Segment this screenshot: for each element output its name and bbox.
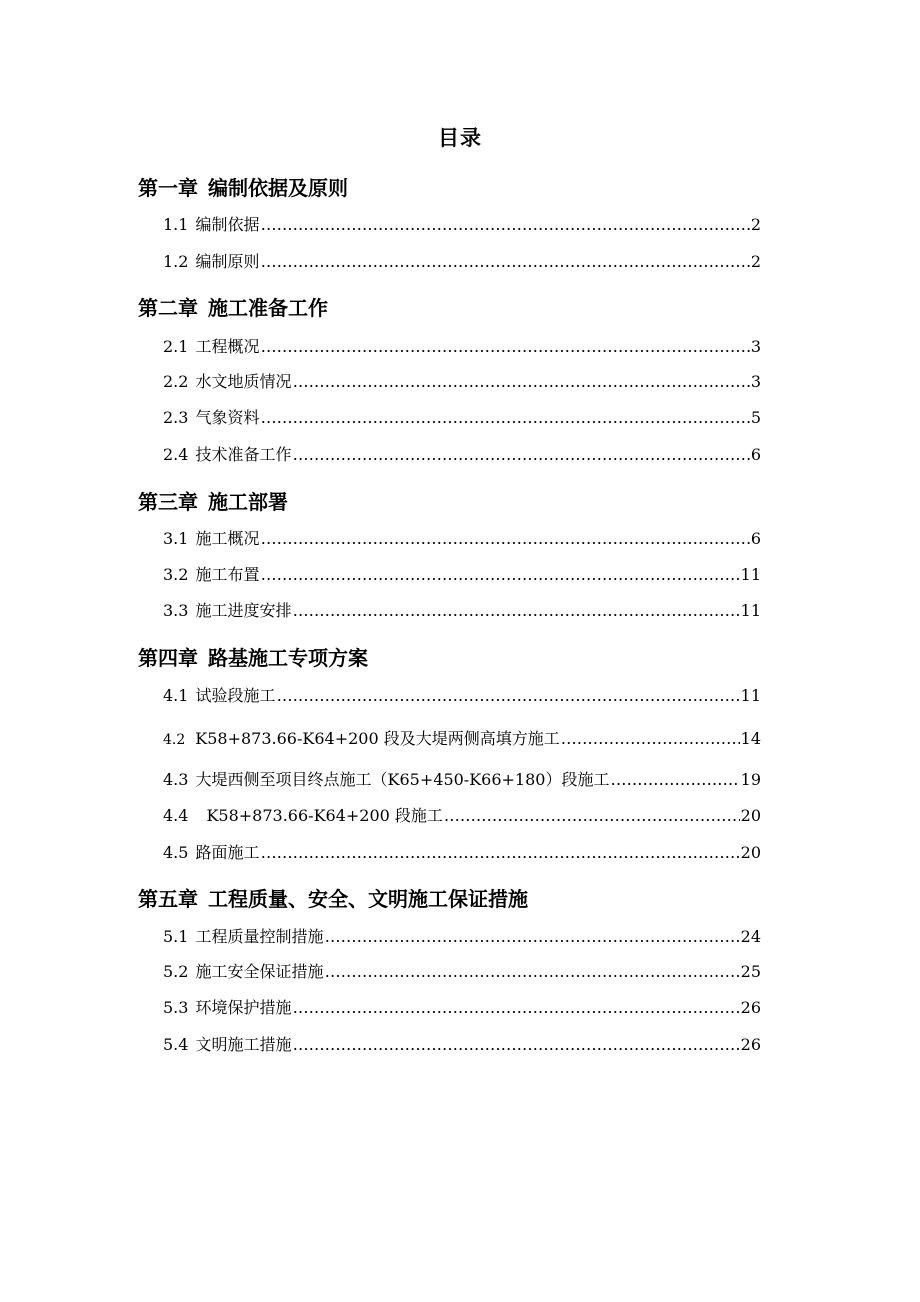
entry-text: K58+873.66-K64+200 段施工: [206, 806, 443, 825]
entry-page-number: 11: [740, 565, 761, 584]
entry-number: 3.1: [163, 529, 189, 548]
toc-entry-2-2[interactable]: [163, 371, 761, 393]
entry-number: 1.1: [163, 215, 189, 234]
chapter-number: 第四章: [138, 646, 198, 670]
dot-leader: [610, 769, 739, 791]
dot-leader: [325, 926, 740, 948]
dot-leader: [293, 997, 740, 1019]
entry-number: 5.3: [163, 998, 189, 1017]
dot-leader: [293, 600, 740, 622]
toc-entry-2-4[interactable]: [163, 444, 761, 466]
entry-number: 4.3: [163, 770, 189, 789]
entry-page-number: 14: [740, 729, 761, 748]
entry-text: 施工布置: [195, 565, 260, 584]
dot-leader: [261, 842, 740, 864]
toc-entry-3-1[interactable]: [163, 528, 761, 550]
chapter-number: 第三章: [138, 490, 198, 514]
toc-entry-2-1[interactable]: [163, 336, 761, 358]
entry-text: 编制原则: [195, 252, 260, 271]
toc-entry-3-3[interactable]: [163, 600, 761, 622]
entry-text: 施工进度安排: [195, 601, 292, 620]
entry-number: 4.5: [163, 843, 189, 862]
entry-page-number: 11: [740, 686, 761, 705]
dot-leader: [561, 728, 740, 750]
entry-page-number: 3: [750, 337, 761, 356]
dot-leader: [325, 961, 740, 983]
dot-leader: [293, 371, 750, 393]
chapter-number: 第二章: [138, 296, 198, 320]
entry-page-number: 26: [740, 998, 761, 1017]
entry-page-number: 19: [740, 770, 761, 789]
entry-text: 路面施工: [195, 843, 260, 862]
toc-entry-4-2[interactable]: [163, 728, 761, 750]
chapter-heading-2[interactable]: [138, 292, 328, 321]
entry-text: 编制依据: [195, 215, 260, 234]
dot-leader: [261, 214, 750, 236]
chapter-title: 工程质量、安全、文明施工保证措施: [208, 887, 528, 911]
entry-text: 技术准备工作: [195, 445, 292, 464]
entry-number: 2.4: [163, 445, 189, 464]
toc-entry-5-1[interactable]: [163, 926, 761, 948]
entry-page-number: 6: [750, 529, 761, 548]
dot-leader: [293, 1034, 740, 1056]
toc-entry-5-4[interactable]: [163, 1034, 761, 1056]
entry-number: 4.1: [163, 686, 189, 705]
toc-entry-5-2[interactable]: [163, 961, 761, 983]
toc-entry-5-3[interactable]: [163, 997, 761, 1019]
entry-page-number: 6: [750, 445, 761, 464]
entry-text: 文明施工措施: [195, 1035, 292, 1054]
entry-number: 1.2: [163, 252, 189, 271]
chapter-title: 施工准备工作: [208, 296, 328, 320]
chapter-heading-5[interactable]: [138, 883, 528, 912]
dot-leader: [261, 407, 750, 429]
toc-entry-1-2[interactable]: [163, 251, 761, 273]
entry-text: 工程概况: [195, 337, 260, 356]
dot-leader: [444, 805, 740, 827]
entry-page-number: 3: [750, 372, 761, 391]
entry-page-number: 2: [750, 215, 761, 234]
entry-text: 试验段施工: [195, 686, 276, 705]
entry-number: 3.3: [163, 601, 189, 620]
chapter-title: 路基施工专项方案: [208, 646, 368, 670]
entry-page-number: 5: [750, 408, 761, 427]
toc-entry-4-1[interactable]: [163, 685, 761, 707]
entry-page-number: 25: [740, 962, 761, 981]
entry-page-number: 2: [750, 252, 761, 271]
entry-page-number: 24: [740, 927, 761, 946]
dot-leader: [261, 336, 750, 358]
entry-text: 施工概况: [195, 529, 260, 548]
entry-text: 工程质量控制措施: [195, 927, 324, 946]
toc-entry-4-5[interactable]: [163, 842, 761, 864]
chapter-title: 施工部署: [208, 490, 288, 514]
entry-page-number: 26: [740, 1035, 761, 1054]
entry-text: 大堤西侧至项目终点施工（K65+450-K66+180）段施工: [195, 770, 610, 789]
entry-text: K58+873.66-K64+200 段及大堤两侧高填方施工: [195, 729, 560, 748]
entry-number: 5.1: [163, 927, 189, 946]
toc-entry-4-4[interactable]: [163, 805, 761, 827]
entry-text: 施工安全保证措施: [195, 962, 324, 981]
entry-text: 环境保护措施: [195, 998, 292, 1017]
entry-page-number: 20: [740, 806, 761, 825]
chapter-heading-4[interactable]: [138, 642, 368, 671]
toc-entry-1-1[interactable]: [163, 214, 761, 236]
entry-number: 5.4: [163, 1035, 189, 1054]
dot-leader: [293, 444, 750, 466]
chapter-heading-1[interactable]: [138, 172, 348, 201]
entry-number: 4.4: [163, 806, 189, 825]
chapter-heading-3[interactable]: [138, 486, 288, 515]
chapter-number: 第一章: [138, 176, 198, 200]
entry-number: 2.3: [163, 408, 189, 427]
entry-number: 2.2: [163, 372, 189, 391]
toc-entry-2-3[interactable]: [163, 407, 761, 429]
entry-number: 5.2: [163, 962, 189, 981]
dot-leader: [261, 564, 740, 586]
entry-number: 4.2: [163, 732, 186, 748]
entry-page-number: 11: [740, 601, 761, 620]
chapter-title: 编制依据及原则: [208, 176, 348, 200]
entry-page-number: 20: [740, 843, 761, 862]
chapter-number: 第五章: [138, 887, 198, 911]
entry-number: 2.1: [163, 337, 189, 356]
entry-text: 气象资料: [195, 408, 260, 427]
toc-entry-3-2[interactable]: [163, 564, 761, 586]
entry-text: 水文地质情况: [195, 372, 292, 391]
dot-leader: [261, 528, 750, 550]
dot-leader: [277, 685, 740, 707]
toc-entry-4-3[interactable]: [163, 769, 761, 791]
page-title: 目录: [438, 126, 482, 150]
entry-number: 3.2: [163, 565, 189, 584]
dot-leader: [261, 251, 750, 273]
